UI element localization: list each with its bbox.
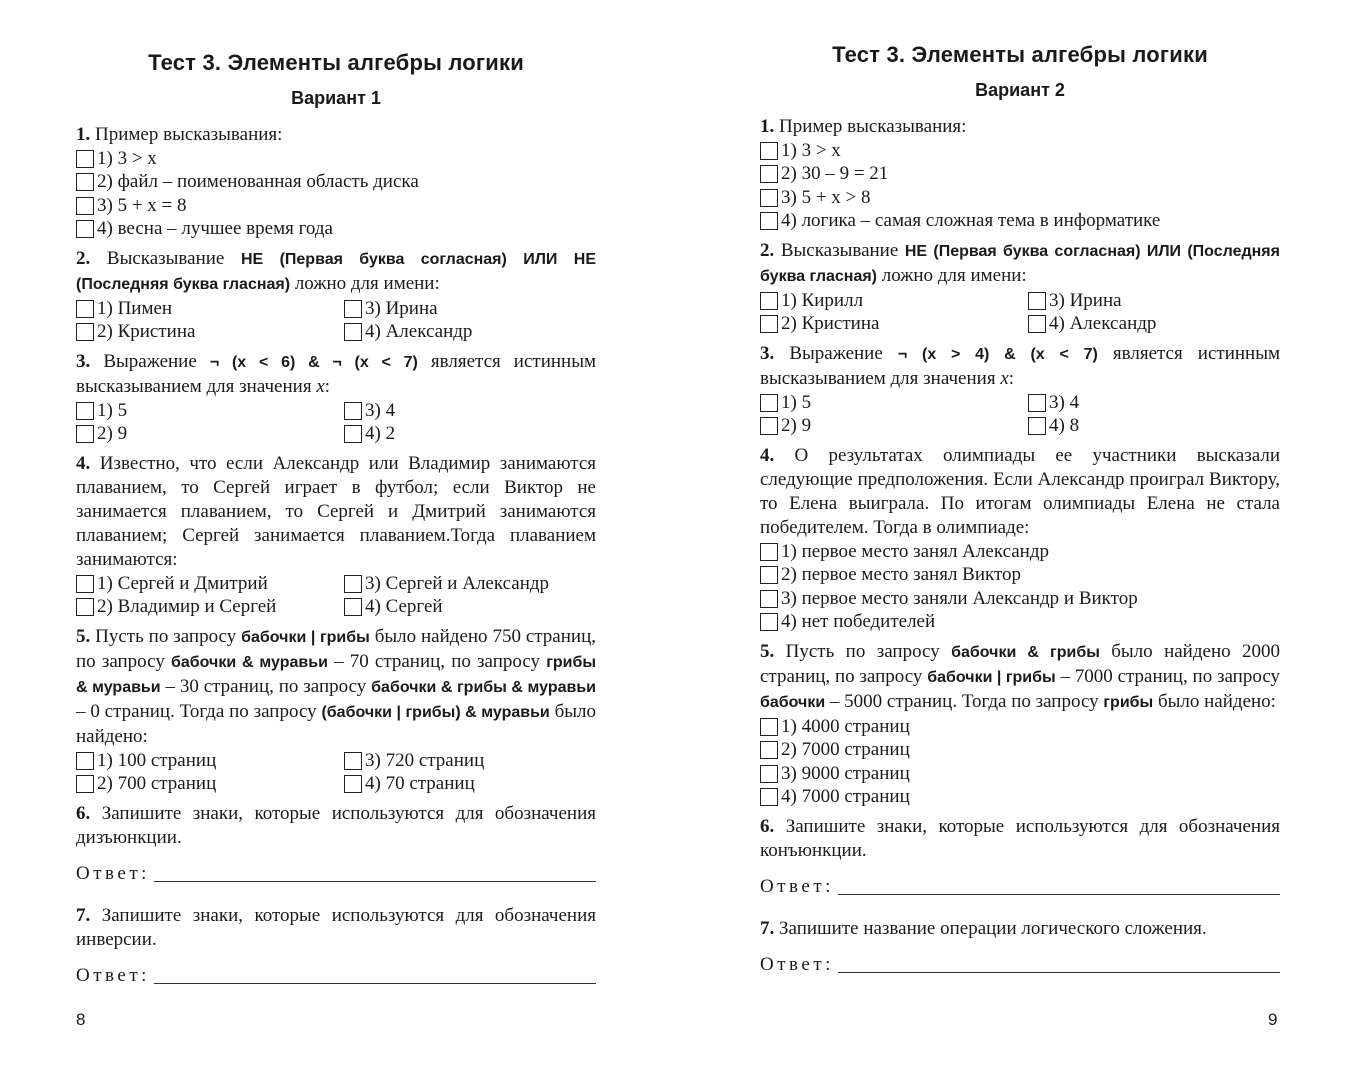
answer-line[interactable] [154, 880, 596, 882]
variant-label: Вариант 2 [975, 80, 1065, 100]
question-number: 2. [76, 248, 91, 269]
answer-line[interactable] [838, 893, 1280, 895]
option-label: 1) Кирилл [781, 289, 864, 311]
question-text: было найдено 750 страниц, по запросу [76, 626, 596, 672]
answer-option[interactable] [760, 163, 1280, 187]
question-2 [76, 247, 596, 344]
checkbox[interactable] [760, 566, 778, 584]
checkbox[interactable] [760, 315, 778, 333]
question-number: 1. [76, 124, 91, 145]
option-label: 3) Ирина [365, 297, 438, 319]
answer-option[interactable] [76, 321, 344, 345]
question-text: Пример высказывания: [774, 116, 967, 137]
option-label: 1) 4000 страниц [781, 715, 910, 737]
answer-field[interactable] [760, 953, 1280, 977]
question-text: Выражение [774, 343, 898, 364]
question-text: Высказывание [774, 240, 905, 261]
search-query: бабочки & грибы & муравьи [371, 679, 596, 696]
search-query: грибы [1103, 694, 1154, 711]
question-number: 5. [76, 626, 91, 647]
option-label: 2) 7000 страниц [781, 739, 910, 761]
variant-label: Вариант 1 [291, 88, 381, 108]
option-label: 1) 3 > x [97, 147, 157, 169]
question-text: : [324, 376, 331, 397]
answer-option[interactable] [76, 596, 344, 620]
question-7 [760, 917, 1280, 977]
option-label: 2) 9 [781, 415, 812, 437]
answer-line[interactable] [154, 982, 596, 984]
question-text: Пусть по запросу [774, 641, 952, 662]
question-3 [760, 342, 1280, 438]
question-text: Выражение [90, 351, 210, 372]
option-label: 4) Александр [365, 321, 473, 343]
question-text: Запишите знаки, которые используются для обозначения конъюнкции. [760, 816, 1280, 861]
search-query: бабочки & муравьи [171, 654, 328, 671]
question-4 [76, 452, 596, 619]
answer-option[interactable] [760, 289, 1028, 313]
option-label: 4) 7000 страниц [781, 786, 910, 808]
answer-option[interactable] [76, 218, 596, 242]
answer-option[interactable] [344, 297, 594, 321]
checkbox[interactable] [76, 300, 94, 318]
option-label: 4) логика – самая сложная тема в информатике [781, 210, 1161, 232]
question-number: 4. [760, 445, 775, 466]
answer-option[interactable] [760, 139, 1280, 163]
answer-option[interactable] [1028, 415, 1278, 439]
question-text: Запишите название операции логического сложения. [774, 918, 1207, 939]
option-label: 4) весна – лучшее время года [97, 218, 333, 240]
question-number: 3. [760, 343, 775, 364]
option-label: 2) Кристина [781, 313, 880, 335]
question-text: было найдено 2000 страниц, по запросу [760, 641, 1281, 687]
question-5 [760, 640, 1280, 809]
search-query: бабочки & грибы [951, 644, 1100, 661]
answer-option[interactable] [760, 391, 1028, 415]
option-label: 3) Сергей и Александр [365, 572, 550, 594]
option-label: 2) 30 – 9 = 21 [781, 163, 889, 185]
checkbox[interactable] [760, 417, 778, 435]
question-text: – 30 страниц, по запросу [160, 676, 372, 697]
option-label: 1) 100 страниц [97, 749, 217, 771]
checkbox[interactable] [760, 165, 778, 183]
checkbox[interactable] [76, 775, 94, 793]
checkbox[interactable] [760, 788, 778, 806]
answer-option[interactable] [1028, 289, 1278, 313]
checkbox[interactable] [76, 598, 94, 616]
answer-option[interactable] [344, 596, 594, 620]
option-label: 4) 8 [1049, 415, 1080, 437]
answer-option[interactable] [760, 313, 1028, 337]
checkbox[interactable] [76, 425, 94, 443]
logic-expression: НЕ (Первая буква согласная) ИЛИ НЕ (Последняя буква гласная) [76, 251, 596, 293]
search-query: грибы & муравьи [76, 654, 597, 696]
option-label: 4) Александр [1049, 313, 1157, 335]
question-2 [760, 239, 1280, 336]
answer-field[interactable] [76, 862, 596, 886]
question-text: – 0 страниц. Тогда по запросу [76, 701, 322, 722]
question-3 [76, 350, 596, 446]
option-label: 2) 9 [97, 423, 128, 445]
option-label: 3) 5 + x = 8 [97, 194, 187, 216]
checkbox[interactable] [760, 718, 778, 736]
checkbox[interactable] [1028, 394, 1046, 412]
answer-option[interactable] [76, 749, 344, 773]
checkbox[interactable] [76, 323, 94, 341]
checkbox[interactable] [760, 292, 778, 310]
search-query: бабочки [760, 694, 826, 711]
option-label: 1) 3 > x [781, 139, 841, 161]
checkbox[interactable] [760, 543, 778, 561]
question-text: Пример высказывания: [90, 124, 283, 145]
option-label: 4) нет победителей [781, 611, 936, 633]
checkbox[interactable] [344, 323, 362, 341]
checkbox[interactable] [76, 752, 94, 770]
checkbox[interactable] [760, 189, 778, 207]
answer-option[interactable] [1028, 313, 1278, 337]
answer-option[interactable] [344, 572, 594, 596]
checkbox[interactable] [344, 598, 362, 616]
question-1 [760, 115, 1280, 233]
answer-option[interactable] [1028, 391, 1278, 415]
answer-option[interactable] [344, 321, 594, 345]
option-label: 2) Владимир и Сергей [97, 596, 277, 618]
option-label: 3) 4 [1049, 391, 1080, 413]
answer-option[interactable] [760, 540, 1280, 564]
question-text: – 7000 страниц, по запросу [1055, 666, 1280, 687]
answer-option[interactable] [76, 423, 344, 447]
question-6 [76, 802, 596, 886]
variable: x [1000, 368, 1009, 389]
search-query: бабочки | грибы [241, 629, 370, 646]
answer-option[interactable] [760, 210, 1280, 234]
checkbox[interactable] [344, 775, 362, 793]
checkbox[interactable] [760, 765, 778, 783]
checkbox[interactable] [344, 752, 362, 770]
checkbox[interactable] [76, 575, 94, 593]
question-6 [760, 815, 1280, 899]
answer-option[interactable] [344, 399, 594, 423]
question-number: 7. [76, 905, 91, 926]
variable: x [316, 376, 325, 397]
left-page [76, 0, 596, 1006]
right-page [760, 0, 1280, 995]
question-text: Пусть по запросу [90, 626, 242, 647]
option-label: 2) Кристина [97, 321, 196, 343]
question-text: Запишите знаки, которые используются для обозначения дизъюнкции. [76, 803, 596, 848]
answer-option[interactable] [760, 715, 1280, 739]
answer-field[interactable] [760, 875, 1280, 899]
question-5 [76, 625, 596, 796]
option-label: 4) 70 страниц [365, 773, 475, 795]
answer-option[interactable] [760, 739, 1280, 763]
option-label: 1) 5 [97, 399, 128, 421]
question-text: ложно для имени: [290, 273, 440, 294]
answer-option[interactable] [76, 297, 344, 321]
checkbox[interactable] [760, 142, 778, 160]
question-number: 1. [760, 116, 775, 137]
checkbox[interactable] [344, 402, 362, 420]
page-number: 9 [1268, 1010, 1278, 1029]
answer-label: Ответ: [76, 863, 150, 884]
question-1 [76, 123, 596, 241]
checkbox[interactable] [344, 300, 362, 318]
checkbox[interactable] [76, 402, 94, 420]
option-label: 3) 4 [365, 399, 396, 421]
checkbox[interactable] [760, 741, 778, 759]
checkbox[interactable] [1028, 292, 1046, 310]
option-label: 1) первое место занял Александр [781, 540, 1050, 562]
checkbox[interactable] [76, 173, 94, 191]
checkbox[interactable] [76, 150, 94, 168]
option-label: 1) Пимен [97, 297, 173, 319]
answer-label: Ответ: [760, 954, 834, 975]
answer-option[interactable] [760, 186, 1280, 210]
question-text: является истинным высказыванием для значения [760, 343, 1280, 389]
checkbox[interactable] [760, 613, 778, 631]
question-number: 3. [76, 351, 91, 372]
option-label: 4) 2 [365, 423, 396, 445]
question-number: 6. [760, 816, 775, 837]
answer-option[interactable] [344, 423, 594, 447]
question-number: 7. [760, 918, 775, 939]
option-label: 3) 9000 страниц [781, 762, 910, 784]
logic-expression: НЕ (Первая буква согласная) ИЛИ (Последняя буква гласная) [760, 243, 1280, 285]
question-number: 6. [76, 803, 91, 824]
option-label: 1) Сергей и Дмитрий [97, 572, 268, 594]
answer-option[interactable] [76, 773, 344, 797]
checkbox[interactable] [344, 425, 362, 443]
question-text: было найдено: [1153, 691, 1276, 712]
question-text: Запишите знаки, которые используются для обозначения инверсии. [76, 905, 596, 950]
test-title: Тест 3. Элементы алгебры логики [832, 42, 1208, 67]
answer-field[interactable] [76, 964, 596, 988]
question-number: 4. [76, 453, 91, 474]
option-label: 2) файл – поименованная область диска [97, 171, 419, 193]
question-text: – 5000 страниц. Тогда по запросу [825, 691, 1104, 712]
question-text: является истинным высказыванием для значения [76, 351, 597, 397]
search-query: (бабочки | грибы) & муравьи [321, 704, 550, 721]
option-label: 3) первое место заняли Александр и Виктор [781, 587, 1138, 609]
answer-option[interactable] [760, 611, 1280, 635]
page-number: 8 [76, 1010, 86, 1029]
question-number: 2. [760, 240, 775, 261]
checkbox[interactable] [760, 394, 778, 412]
question-text: Высказывание [90, 248, 241, 269]
question-text: : [1008, 368, 1015, 389]
answer-option[interactable] [760, 564, 1280, 588]
answer-option[interactable] [344, 749, 594, 773]
option-label: 1) 5 [781, 391, 812, 413]
option-label: 3) 720 страниц [365, 749, 485, 771]
answer-option[interactable] [76, 171, 596, 195]
checkbox[interactable] [344, 575, 362, 593]
answer-option[interactable] [760, 762, 1280, 786]
search-query: бабочки | грибы [927, 669, 1056, 686]
answer-option[interactable] [76, 147, 596, 171]
option-label: 4) Сергей [365, 596, 443, 618]
question-text: Известно, что если Александр или Владимир занимаются плаванием, то Сергей играет в футбол; если Виктор не занимается плаванием, то Сергей и Дмитрий занимаются плаванием; Сергей занимается плаванием.Тогда плаванием занимаются: [76, 453, 596, 570]
question-text: – 70 страниц, по запросу [327, 651, 547, 672]
answer-label: Ответ: [76, 965, 150, 986]
answer-option[interactable] [76, 194, 596, 218]
question-7 [76, 904, 596, 988]
answer-line[interactable] [838, 971, 1280, 973]
answer-option[interactable] [760, 415, 1028, 439]
checkbox[interactable] [760, 212, 778, 230]
checkbox[interactable] [76, 197, 94, 215]
answer-label: Ответ: [760, 876, 834, 897]
answer-option[interactable] [344, 773, 594, 797]
logic-expression: ¬ (x > 4) & (x < 7) [897, 346, 1098, 363]
question-number: 5. [760, 641, 775, 662]
question-text: ложно для имени: [877, 265, 1027, 286]
question-text: О результатах олимпиады ее участники высказали следующие предположения. Если Александр проиграл Виктору, то Елена выиграла. По итогам олимпиады Елена не стала победителем. Тогда в олимпиаде: [760, 445, 1280, 538]
checkbox[interactable] [1028, 417, 1046, 435]
checkbox[interactable] [76, 220, 94, 238]
checkbox[interactable] [1028, 315, 1046, 333]
question-text: было найдено: [76, 701, 597, 747]
answer-option[interactable] [76, 572, 344, 596]
test-title: Тест 3. Элементы алгебры логики [148, 50, 524, 75]
option-label: 2) первое место занял Виктор [781, 564, 1022, 586]
answer-option[interactable] [760, 786, 1280, 810]
option-label: 2) 700 страниц [97, 773, 217, 795]
option-label: 3) 5 + x > 8 [781, 186, 871, 208]
answer-option[interactable] [760, 587, 1280, 611]
question-4 [760, 444, 1280, 634]
option-label: 3) Ирина [1049, 289, 1122, 311]
checkbox[interactable] [760, 590, 778, 608]
logic-expression: ¬ (x < 6) & ¬ (x < 7) [209, 354, 418, 371]
answer-option[interactable] [76, 399, 344, 423]
